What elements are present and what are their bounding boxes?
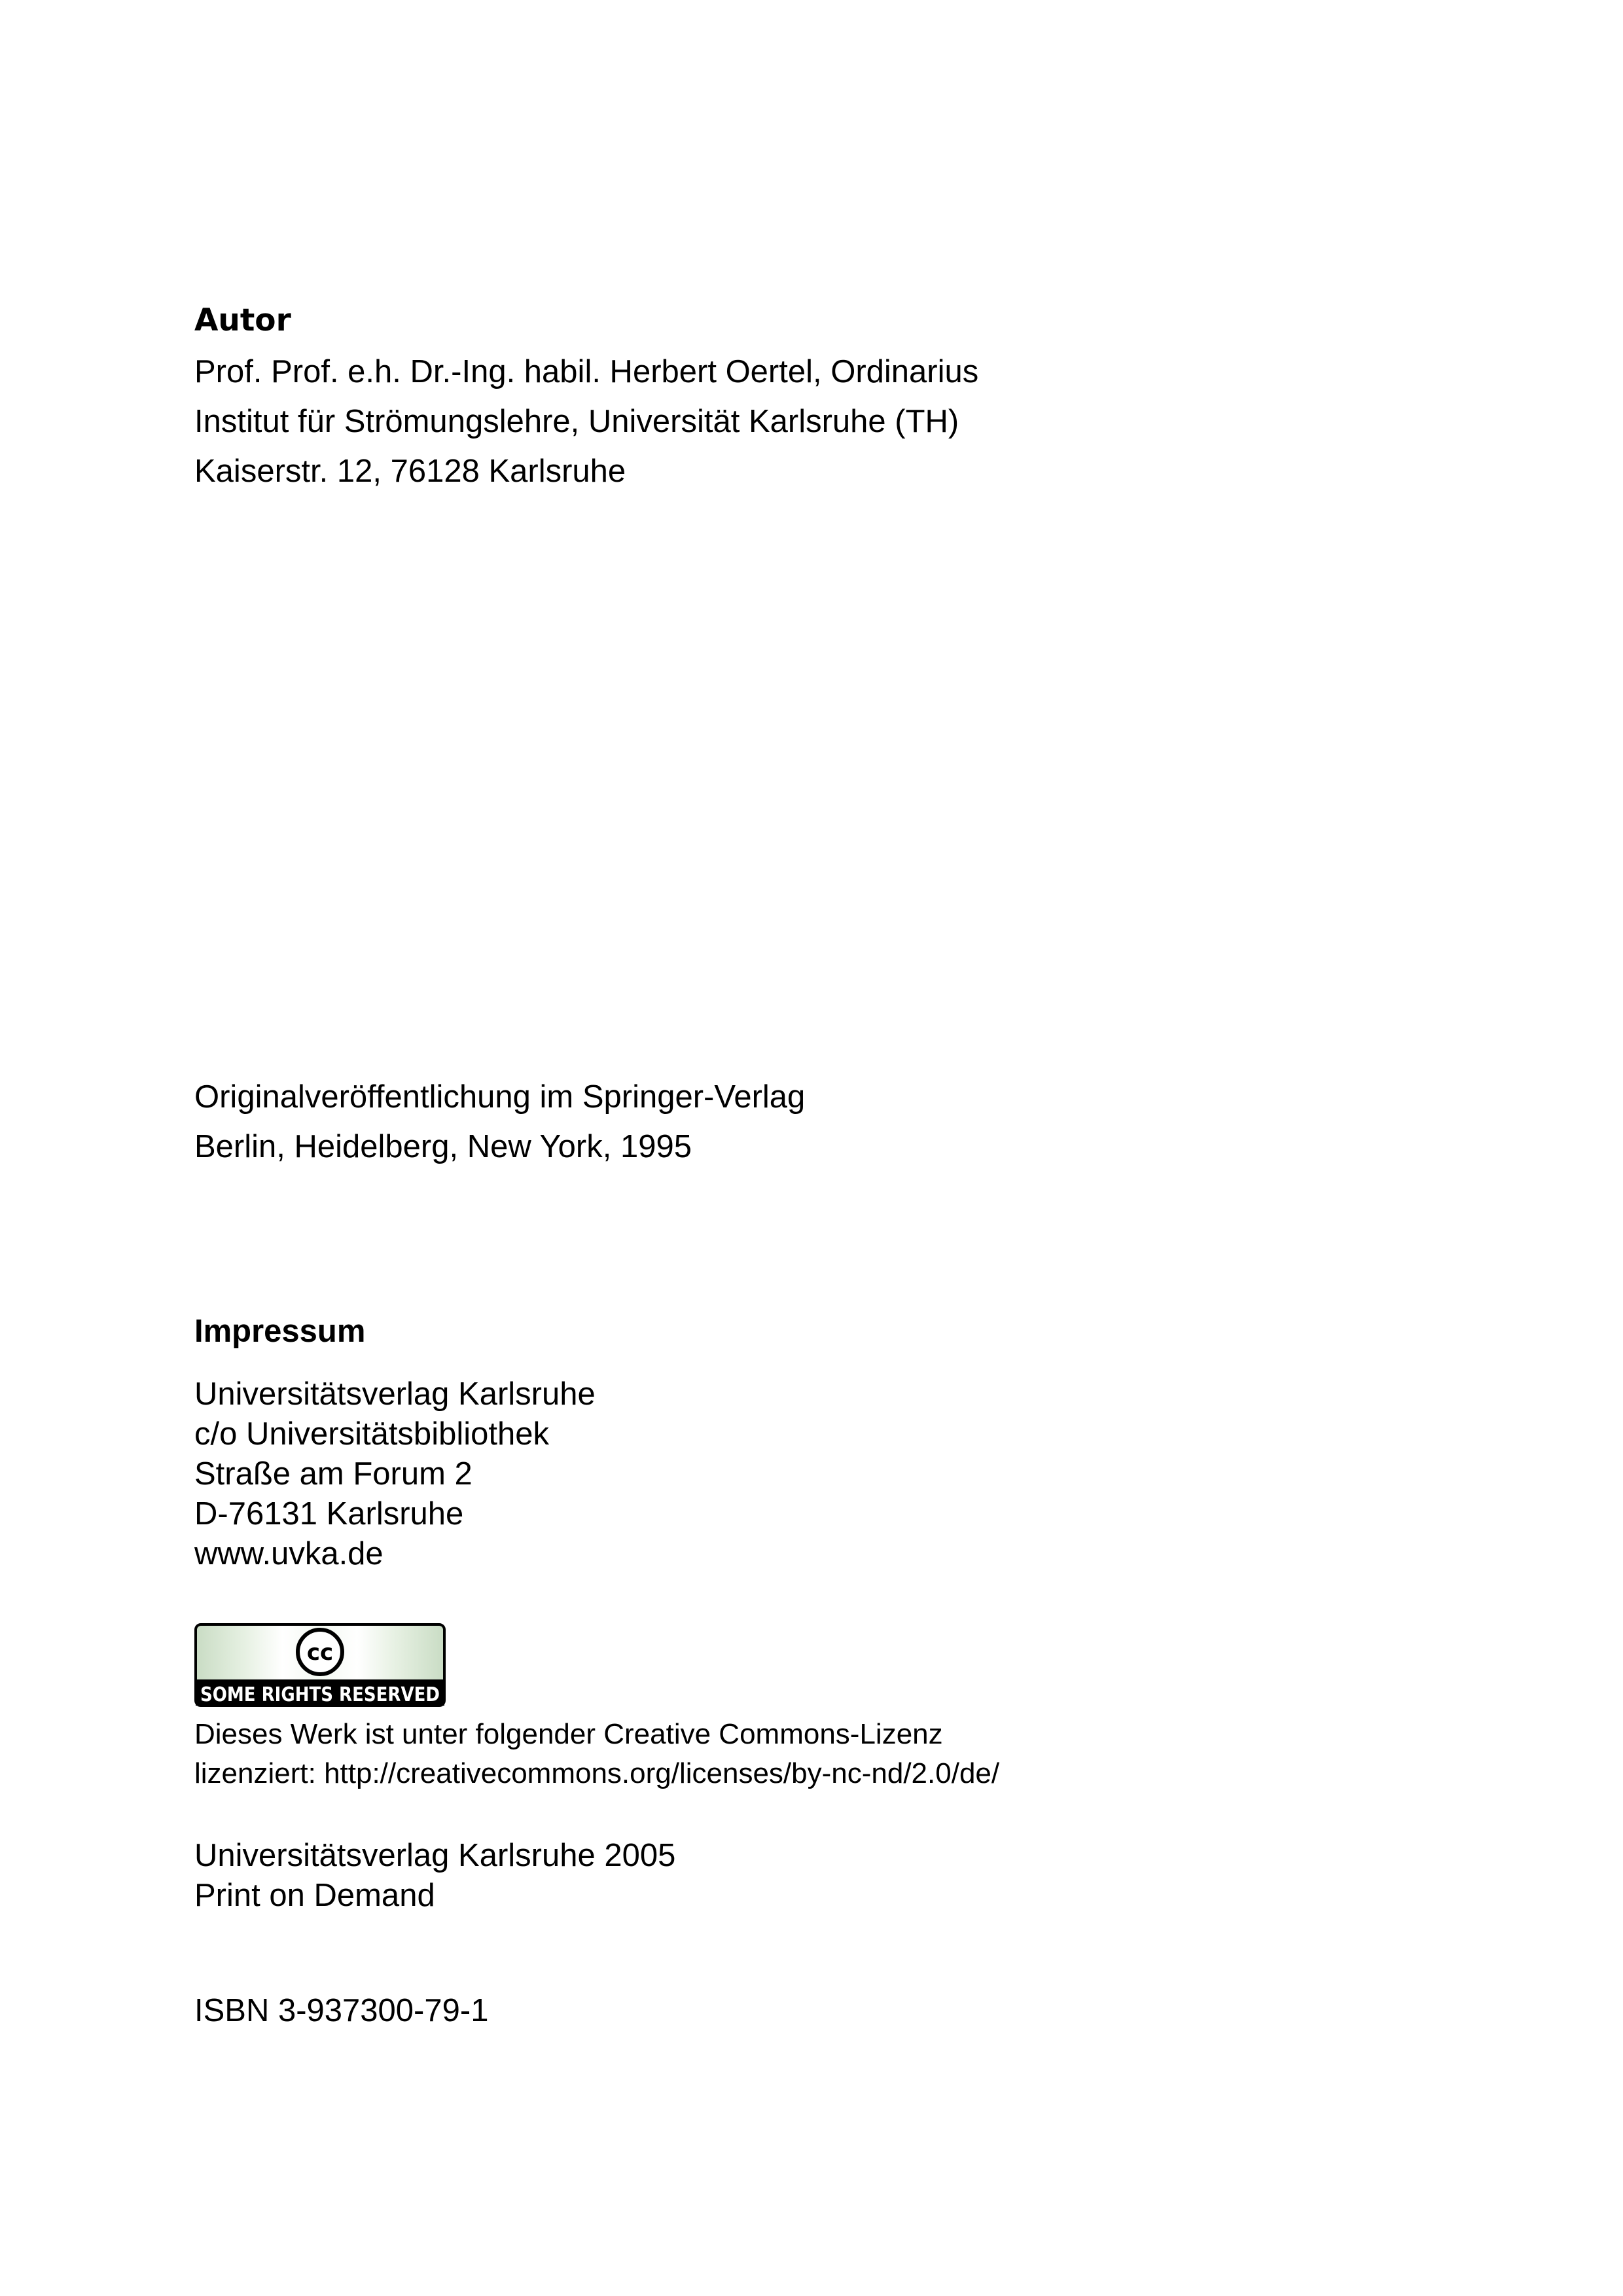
imprint-publisher: Universitätsverlag Karlsruhe [194, 1376, 596, 1412]
imprint-street: Straße am Forum 2 [194, 1456, 473, 1492]
author-name: Prof. Prof. e.h. Dr.-Ing. habil. Herbert Oertel, Ordinarius [194, 354, 979, 389]
imprint-website: www.uvka.de [194, 1536, 383, 1571]
imprint-address [194, 1374, 596, 1574]
publisher-info [194, 1836, 675, 1916]
author-details [194, 347, 978, 496]
isbn [194, 1991, 488, 2031]
original-publication [194, 1072, 805, 1172]
creative-commons-badge-icon [194, 1623, 446, 1707]
isbn-number: ISBN 3-937300-79-1 [194, 1993, 489, 2028]
author-heading: Autor [194, 302, 291, 338]
imprint-city: D-76131 Karlsruhe [194, 1496, 464, 1532]
license-line-2: lizenziert: http://creativecommons.org/licenses/by-nc-nd/2.0/de/ [194, 1757, 1000, 1789]
license-line-1: Dieses Werk ist unter folgender Creative Commons-Lizenz [194, 1718, 943, 1750]
print-on-demand: Print on Demand [194, 1878, 435, 1913]
author-section [194, 302, 291, 338]
imprint-co: c/o Universitätsbibliothek [194, 1416, 549, 1452]
imprint-section [194, 1316, 365, 1348]
imprint-heading: Impressum [194, 1314, 366, 1349]
author-institute: Institut für Strömungslehre, Universität Karlsruhe (TH) [194, 404, 959, 439]
license-text [194, 1715, 999, 1793]
original-publication-place: Berlin, Heidelberg, New York, 1995 [194, 1129, 692, 1164]
cc-rights-text: SOME RIGHTS RESERVED [200, 1683, 440, 1706]
cc-symbol: cc [306, 1640, 334, 1666]
author-address: Kaiserstr. 12, 76128 Karlsruhe [194, 454, 626, 489]
publisher-year: Universitätsverlag Karlsruhe 2005 [194, 1838, 676, 1873]
original-publication-line: Originalveröffentlichung im Springer-Verlag [194, 1079, 806, 1115]
